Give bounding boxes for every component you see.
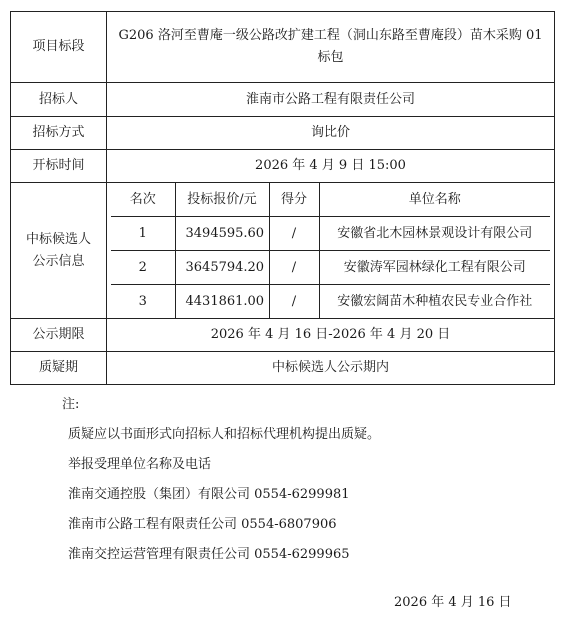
period-label: 公示期限 <box>11 319 107 352</box>
score-cell: / <box>269 217 319 251</box>
header-rank: 名次 <box>129 191 156 207</box>
header-name: 单位名称 <box>319 183 550 217</box>
note-line: 淮南交控运营管理有限责任公司 0554-6299965 <box>68 547 350 562</box>
project-label: 项目标段 <box>11 12 107 83</box>
candidates-header-row <box>111 183 550 217</box>
price-cell: 3645794.20 <box>175 251 269 285</box>
issue-date: 2026 年 4 月 16 日 <box>394 595 512 610</box>
company-cell: 安徽涛军园林绿化工程有限公司 <box>319 251 550 285</box>
note-line: 淮南交通控股（集团）有限公司 0554-6299981 <box>68 487 350 502</box>
row-method <box>11 117 555 150</box>
notice-sheet <box>10 11 554 385</box>
candidates-label <box>11 183 107 319</box>
candidates-table-host <box>107 183 555 319</box>
query-value: 中标候选人公示期内 <box>107 352 555 385</box>
notes-section <box>62 396 381 576</box>
rank-cell: 2 <box>111 251 175 285</box>
candidates-table <box>111 183 550 318</box>
rank-cell: 1 <box>111 217 175 251</box>
method-label: 招标方式 <box>11 117 107 150</box>
query-label: 质疑期 <box>11 352 107 385</box>
row-tenderer <box>11 83 555 117</box>
open-time-label: 开标时间 <box>11 150 107 183</box>
row-candidates <box>11 183 555 319</box>
table-row <box>111 251 550 285</box>
company-cell: 安徽省北木园林景观设计有限公司 <box>319 217 550 251</box>
open-time-value: 2026 年 4 月 9 日 15:00 <box>107 150 555 183</box>
score-cell: / <box>269 285 319 319</box>
row-query <box>11 352 555 385</box>
score-cell: / <box>269 251 319 285</box>
row-period <box>11 319 555 352</box>
table-row <box>111 217 550 251</box>
price-cell: 4431861.00 <box>175 285 269 319</box>
candidates-label-line1: 中标候选人 <box>25 231 91 247</box>
tenderer-label: 招标人 <box>11 83 107 117</box>
note-line: 举报受理单位名称及电话 <box>68 457 212 472</box>
candidates-label-line2: 公示信息 <box>32 253 85 269</box>
rank-cell: 3 <box>111 285 175 319</box>
company-cell: 安徽宏阔苗木种植农民专业合作社 <box>319 285 550 319</box>
period-value: 2026 年 4 月 16 日-2026 年 4 月 20 日 <box>107 319 555 352</box>
tenderer-value: 淮南市公路工程有限责任公司 <box>107 83 555 117</box>
notes-heading: 注: <box>62 397 80 412</box>
announcement-table <box>10 11 555 385</box>
header-price: 投标报价/元 <box>175 183 269 217</box>
note-line: 淮南市公路工程有限责任公司 0554-6807906 <box>68 517 337 532</box>
table-row <box>111 285 550 319</box>
row-open-time <box>11 150 555 183</box>
project-value: G206 洛河至曹庵一级公路改扩建工程（洞山东路至曹庵段）苗木采购 01 标包 <box>107 12 555 83</box>
row-project <box>11 12 555 83</box>
method-value: 询比价 <box>107 117 555 150</box>
price-cell: 3494595.60 <box>175 217 269 251</box>
note-line: 质疑应以书面形式向招标人和招标代理机构提出质疑。 <box>68 427 381 442</box>
header-score: 得分 <box>269 183 319 217</box>
